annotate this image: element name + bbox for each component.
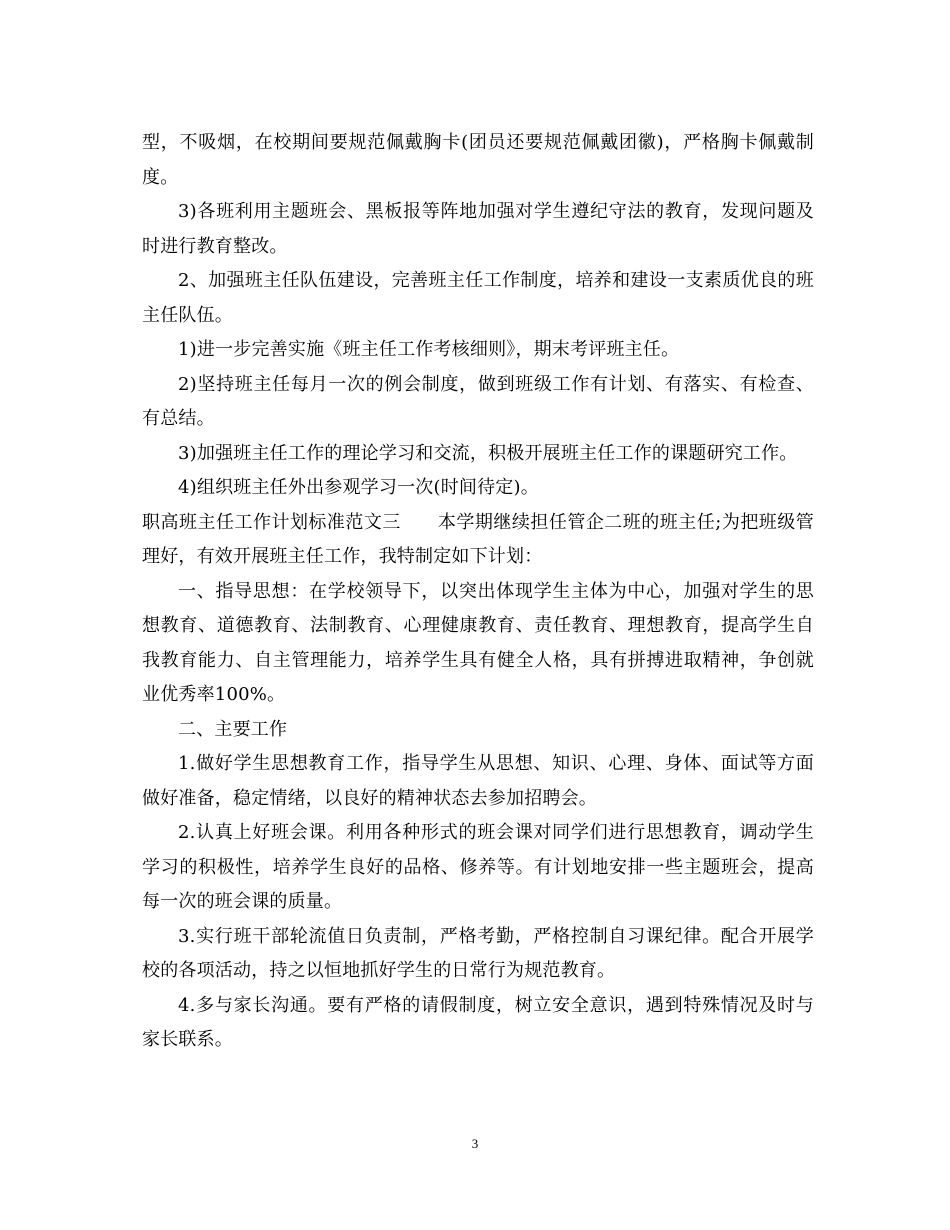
- document-body: [142, 126, 814, 1058]
- paragraph: 2.认真上好班会课。利用各种形式的班会课对同学们进行思想教育，调动学生学习的积极性，培养学生良好的品格、修养等。有计划地安排一些主题班会，提高每一次的班会课的质量。: [142, 822, 814, 912]
- paragraph: 4)组织班主任外出参观学习一次(时间待定)。: [178, 477, 539, 498]
- paragraph: 2)坚持班主任每月一次的例会制度，做到班级工作有计划、有落实、有检查、有总结。: [142, 373, 814, 429]
- paragraph: 2、加强班主任队伍建设，完善班主任工作制度，培养和建设一支素质优良的班主任队伍。: [142, 270, 814, 326]
- paragraph: 3.实行班干部轮流值日负责制，严格考勤，严格控制自习课纪律。配合开展学校的各项活动，持之以恒地抓好学生的日常行为规范教育。: [142, 925, 814, 981]
- paragraph: 型，不吸烟，在校期间要规范佩戴胸卡(团员还要规范佩戴团徽)，严格胸卡佩戴制度。: [142, 132, 814, 188]
- paragraph: 一、指导思想：在学校领导下，以突出体现学生主体为中心，加强对学生的思想教育、道德教育、法制教育、心理健康教育、责任教育、理想教育，提高学生自我教育能力、自主管理能力，培养学生具有健全人格，具有拼搏进取精神，争创就业优秀率100%。: [142, 580, 814, 705]
- paragraph: 4.多与家长沟通。要有严格的请假制度，树立安全意识，遇到特殊情况及时与家长联系。: [142, 994, 814, 1050]
- paragraph: 3)加强班主任工作的理论学习和交流，积极开展班主任工作的课题研究工作。: [178, 442, 798, 464]
- section-heading: 二、主要工作: [178, 718, 288, 740]
- paragraph: 1)进一步完善实施《班主任工作考核细则》，期末考评班主任。: [178, 339, 680, 360]
- paragraph: 3)各班利用主题班会、黑板报等阵地加强对学生遵纪守法的教育，发现问题及时进行教育整改。: [142, 201, 814, 257]
- paragraph: 1.做好学生思想教育工作，指导学生从思想、知识、心理、身体、面试等方面做好准备，稳定情绪，以良好的精神状态去参加招聘会。: [142, 753, 814, 809]
- section-heading-paragraph: 职高班主任工作计划标准范文三 本学期继续担任管企二班的班主任;为把班级管理好，有效开展班主任工作，我特制定如下计划：: [142, 511, 814, 567]
- page-number: 3: [471, 1136, 479, 1151]
